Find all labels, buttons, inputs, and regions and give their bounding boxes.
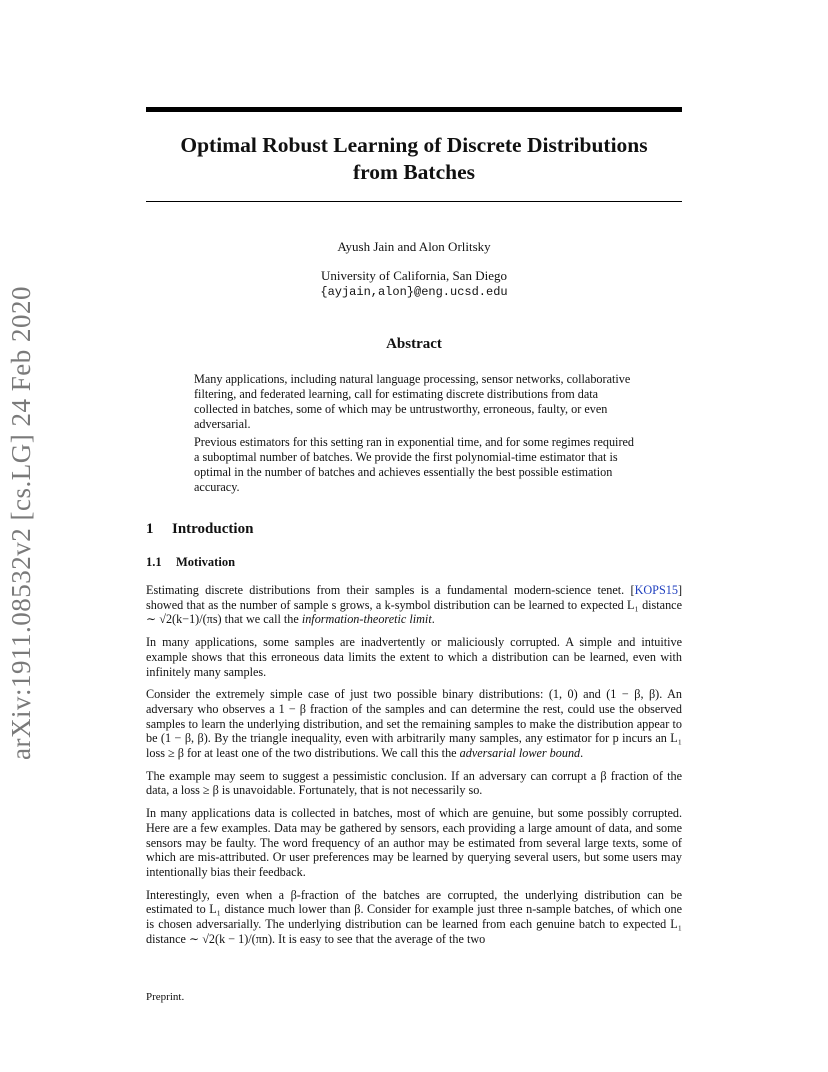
paragraph-5: In many applications data is collected in batches, most of which are genuine, but some possibly corrupted. Here are a few examples. Data may be gathered by sensors, each providing a large amount of data, and some sensors may be faulty. The word frequency of an author may be estimated from several large texts, some of which are mis-attributed. Or user preferences may be learned by querying several users, but some users may intentionally bias their feedback.: [146, 806, 682, 879]
p3-text-b: .: [580, 746, 584, 761]
abstract: [194, 372, 635, 498]
p1-text-a: Estimating discrete distributions from their samples is a fundamental modern-science tenet. [: [146, 583, 635, 597]
title-line-1: Optimal Robust Learning of Discrete Distributions: [180, 133, 648, 157]
title-rule-top: [146, 107, 682, 112]
paragraph-6: Interestingly, even when a β-fraction of the batches are corrupted, the underlying distribution can be estimated to L₁ distance much lower than β. Consider for example just three n-sample batches, of which one is chosen adversarially. The underlying distribution can be learned from each genuine batch to expected L₁ distance ∼ √2(k − 1)/(πn). It is easy to see that the average of the two: [146, 887, 682, 946]
section-number: 1: [146, 521, 154, 537]
abstract-paragraph-1: Many applications, including natural language processing, sensor networks, collaborative filtering, and federated learning, call for estimating discrete distributions from data collected in batches, some of which may be untrustworthy, erroneous, faulty, or even adversarial.: [194, 372, 631, 431]
email: {ayjain,alon}@eng.ucsd.edu: [320, 285, 508, 299]
abstract-paragraph-2: Previous estimators for this setting ran in exponential time, and for some regimes required a suboptimal number of batches. We provide the first polynomial-time estimator that is optimal in the number of batches and achieves essentially the best possible estimation accuracy.: [194, 435, 634, 494]
abstract-heading: Abstract: [386, 336, 442, 352]
citation-link[interactable]: KOPS15: [634, 583, 678, 597]
paragraph-2: In many applications, some samples are inadvertently or maliciously corrupted. A simple and intuitive example shows that this erroneous data limits the extent to which a distribution can be learned, even with infinitely many samples.: [146, 635, 682, 679]
title-line-2: from Batches: [352, 160, 475, 184]
affiliation-block: [146, 268, 682, 300]
subsection-heading: [146, 555, 235, 570]
section-title: Introduction: [172, 521, 254, 537]
title-rule-bottom: [146, 201, 682, 202]
footer-note: Preprint.: [146, 991, 185, 1003]
affiliation: University of California, San Diego: [321, 268, 507, 283]
subsection-number: 1.1: [146, 555, 162, 569]
authors: Ayush Jain and Alon Orlitsky: [337, 239, 491, 254]
paragraph-1: [146, 583, 682, 627]
p1-emphasis: information-theoretic limit: [301, 612, 432, 627]
section-heading: [146, 521, 253, 538]
subsection-title: Motivation: [176, 555, 236, 569]
p1-text-c: .: [431, 612, 435, 627]
paragraph-4: The example may seem to suggest a pessimistic conclusion. If an adversary can corrupt a β fraction of the data, a loss ≥ β is unavoidable. Fortunately, that is not necessarily so.: [146, 768, 682, 798]
p1-text-b: ] showed that as the number of sample s grows, a k-symbol distribution can be learned to expected L₁ distance ∼ √2(k−1)/(πs) that we call the: [146, 583, 682, 627]
p3-text-a: Consider the extremely simple case of just two possible binary distributions: (1, 0) and (1 − β, β). An adversary who observes a 1 − β fraction of the samples and can determine the rest, could use the observed samples to learn the underlying distribution, and set the remaining samples to make the distribution appear to be (1 − β, β). By the triangle inequality, even with arbitrarily many samples, any estimator for p incurs an L₁ loss ≥ β for at least one of the two distributions. We call this the: [146, 687, 682, 761]
p3-emphasis: adversarial lower bound: [459, 746, 581, 761]
body-text: [146, 583, 682, 954]
paper-title: [146, 132, 682, 186]
arxiv-stamp: arXiv:1911.08532v2 [cs.LG] 24 Feb 2020: [6, 286, 36, 760]
paragraph-3: [146, 687, 682, 761]
